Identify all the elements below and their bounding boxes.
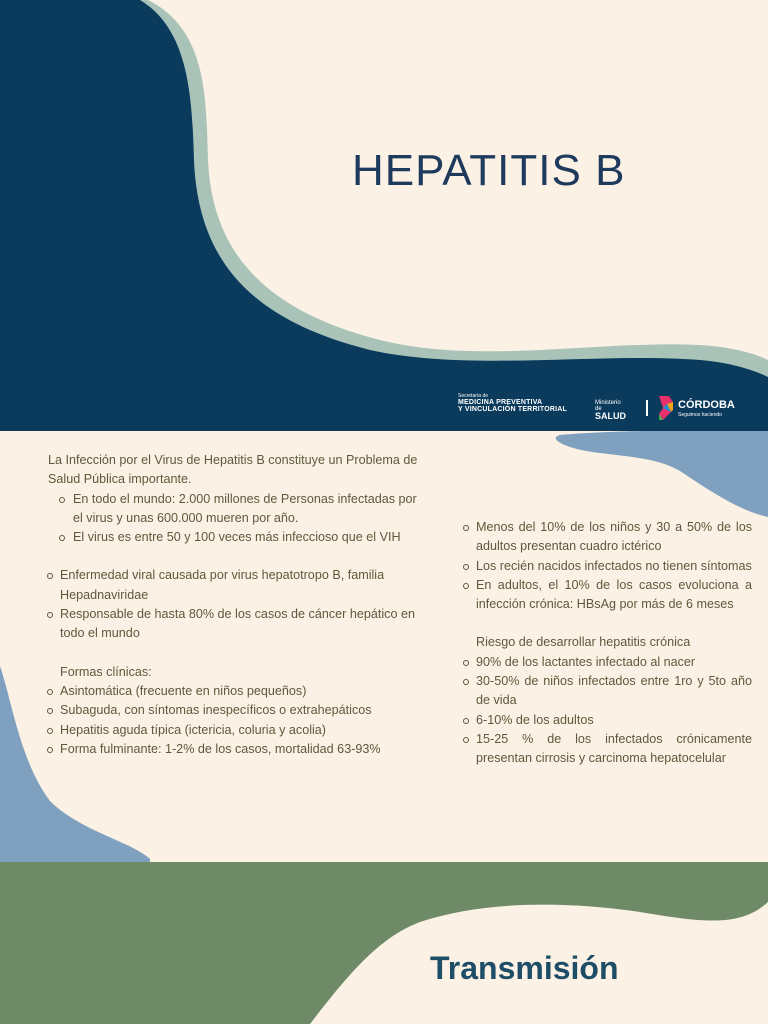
secretaria-line1: MEDICINA PREVENTIVA (458, 399, 543, 406)
list-item: Asintomática (frecuente en niños pequeños) (48, 682, 428, 701)
symptoms-list (476, 518, 752, 614)
left-column (48, 451, 428, 759)
list-item: El virus es entre 50 y 100 veces más infeccioso que el VIH (48, 528, 428, 547)
list-item: Enfermedad viral causada por virus hepatotropo B, familia Hepadnaviridae (48, 566, 428, 605)
list-item: Los recién nacidos infectados no tienen síntomas (476, 557, 752, 576)
cordoba-emblem-icon (657, 394, 675, 422)
logo-separator (646, 400, 648, 416)
ministerio-small-text: Ministerio de (595, 400, 621, 412)
slide-title-heading: HEPATITIS B (352, 146, 626, 195)
riesgo-heading: Riesgo de desarrollar hepatitis crónica (476, 635, 691, 650)
slide3-background-shapes (0, 862, 768, 1024)
list-item: Responsable de hasta 80% de los casos de cáncer hepático en todo el mundo (48, 605, 428, 644)
ministerio-logo (595, 400, 626, 421)
slide1-background-shapes (0, 0, 768, 431)
list-item: 15-25 % de los infectados crónicamente presentan cirrosis y carcinoma hepatocelular (476, 730, 752, 769)
cordoba-tagline: Seguimos haciendo (678, 412, 722, 418)
clinical-forms-list (48, 682, 428, 759)
list-item: Subaguda, con síntomas inespecíficos o extrahepáticos (48, 701, 428, 720)
top-right-blue-blob (556, 431, 768, 517)
transmission-heading: Transmisión (430, 950, 619, 986)
list-item: Forma fulminante: 1-2% de los casos, mortalidad 63-93% (48, 740, 428, 759)
secretaria-small-text: Secretaría de (458, 393, 489, 399)
list-item: En todo el mundo: 2.000 millones de Personas infectadas por el virus y unas 600.000 mueren por año. (48, 490, 428, 529)
global-stats-list (48, 490, 428, 548)
secretaria-line2: Y VINCULACIÓN TERRITORIAL (458, 406, 567, 413)
disease-description-list (48, 566, 428, 643)
list-item: 6-10% de los adultos (476, 711, 752, 730)
list-item: Hepatitis aguda típica (ictericia, coluria y acolia) (48, 721, 428, 740)
ministerio-big-text: SALUD (595, 411, 626, 421)
slide-content (0, 431, 768, 862)
list-item: 90% de los lactantes infectado al nacer (476, 653, 752, 672)
intro-paragraph: La Infección por el Virus de Hepatitis B constituye un Problema de Salud Pública importante. (48, 453, 418, 487)
cordoba-name: CÓRDOBA (678, 399, 735, 411)
list-item: Menos del 10% de los niños y 30 a 50% de los adultos presentan cuadro ictérico (476, 518, 752, 557)
list-item: 30-50% de niños infectados entre 1ro y 5to año de vida (476, 672, 752, 711)
formas-clinicas-heading: Formas clínicas: (60, 664, 152, 679)
slide-title (0, 0, 768, 431)
list-item: En adultos, el 10% de los casos evoluciona a infección crónica: HBsAg por más de 6 meses (476, 576, 752, 615)
slide-transmission (0, 862, 768, 1024)
right-column (476, 518, 752, 769)
secretaria-logo (458, 394, 583, 413)
chronic-risk-list (476, 653, 752, 769)
